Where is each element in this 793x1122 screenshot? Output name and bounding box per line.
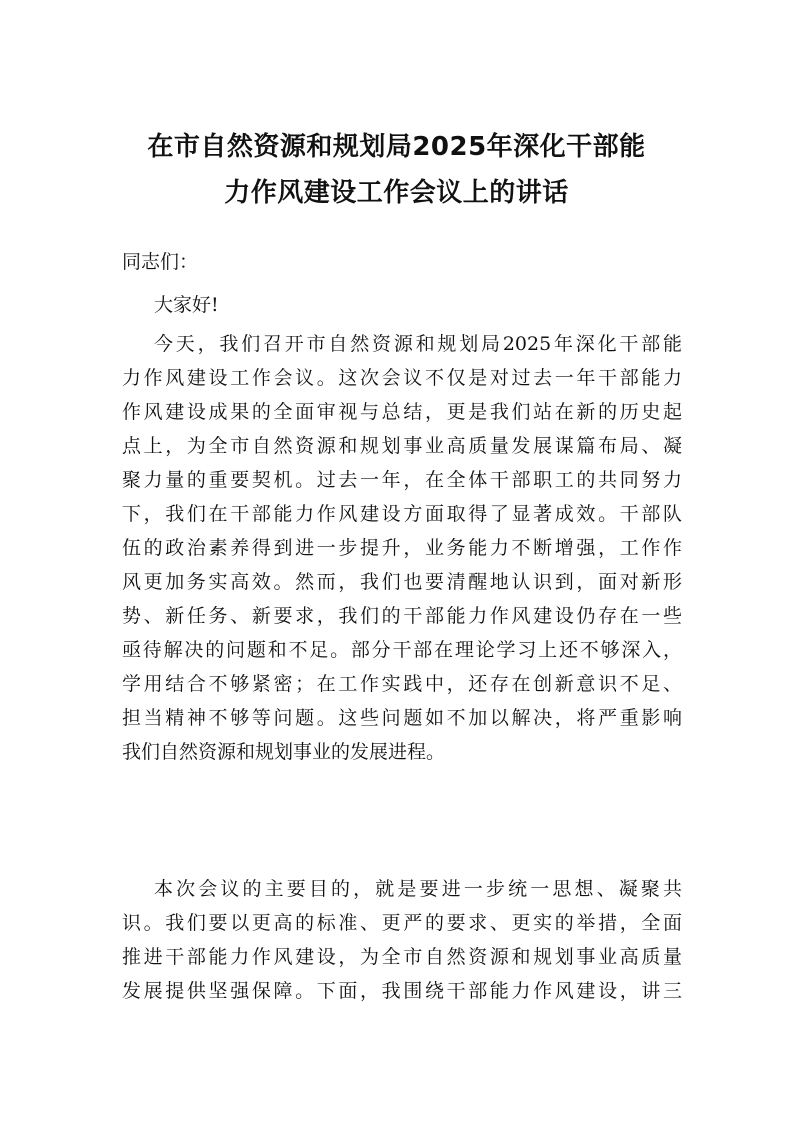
paragraph-line: 发展提供坚强保障。下面，我围绕干部能力作风建设，讲三: [122, 980, 682, 1002]
paragraph-line: 本次会议的主要目的，就是要进一步统一思想、凝聚共: [154, 878, 682, 900]
paragraph-line: 势、新任务、新要求，我们的干部能力作风建设仍存在一些: [122, 605, 682, 627]
paragraph-line: 担当精神不够等问题。这些问题如不加以解决，将严重影响: [122, 707, 682, 729]
paragraph-line: 今天，我们召开市自然资源和规划局2025年深化干部能: [154, 333, 682, 355]
salutation: 同志们：: [122, 251, 199, 273]
paragraph-line: 聚力量的重要契机。过去一年，在全体干部职工的共同努力: [122, 469, 682, 491]
paragraph-line: 下，我们在干部能力作风建设方面取得了显著成效。干部队: [122, 503, 682, 525]
greeting: 大家好!: [154, 294, 219, 316]
paragraph-line: 点上，为全市自然资源和规划事业高质量发展谋篇布局、凝: [122, 435, 682, 457]
paragraph-line: 作风建设成果的全面审视与总结，更是我们站在新的历史起: [122, 401, 682, 423]
paragraph-line: 我们自然资源和规划事业的发展进程。: [122, 741, 446, 763]
paragraph-line: 识。我们要以更高的标准、更严的要求、更实的举措，全面: [122, 912, 682, 934]
document-title-line-1: 在市自然资源和规划局2025年深化干部能: [147, 132, 646, 162]
paragraph-line: 亟待解决的问题和不足。部分干部在理论学习上还不够深入，: [122, 639, 682, 661]
paragraph-1: [122, 327, 682, 769]
paragraph-line: 学用结合不够紧密；在工作实践中，还存在创新意识不足、: [122, 673, 682, 695]
paragraph-line: 风更加务实高效。然而，我们也要清醒地认识到，面对新形: [122, 571, 682, 593]
paragraph-line: 伍的政治素养得到进一步提升，业务能力不断增强，工作作: [122, 537, 682, 559]
paragraph-line: 推进干部能力作风建设，为全市自然资源和规划事业高质量: [122, 946, 682, 968]
document-title-line-2: 力作风建设工作会议上的讲话: [224, 178, 569, 208]
paragraph-2: [122, 872, 682, 1008]
paragraph-line: 力作风建设工作会议。这次会议不仅是对过去一年干部能力: [122, 367, 682, 389]
